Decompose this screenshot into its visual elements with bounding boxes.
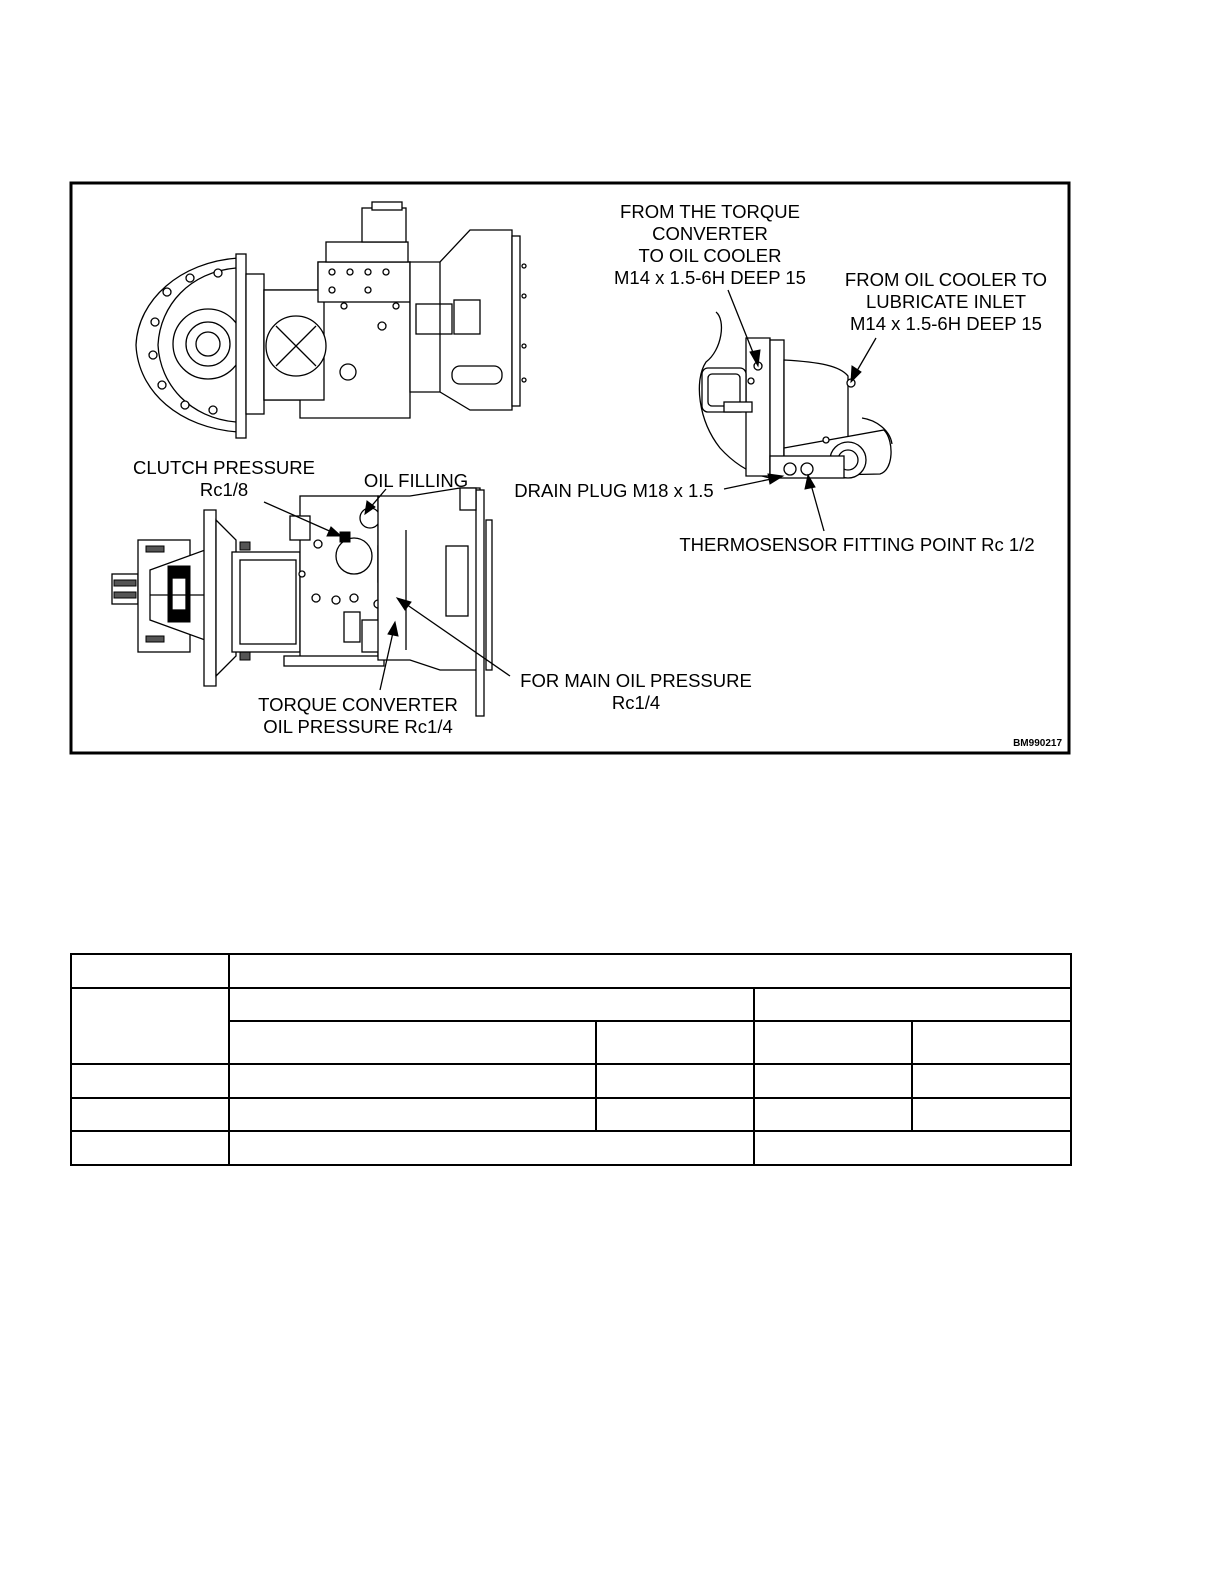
spec-table — [70, 953, 1072, 1166]
table-cell — [754, 1021, 912, 1064]
table-row — [71, 988, 1071, 1021]
label-thermosensor: THERMOSENSOR FITTING POINT Rc 1/2 — [679, 534, 1035, 555]
leader-thermosensor — [810, 481, 824, 531]
table-cell — [912, 1021, 1071, 1064]
table-cell — [229, 1098, 596, 1131]
oil-cooler-port-view — [699, 312, 892, 478]
table-row — [71, 1098, 1071, 1131]
table-row — [71, 1064, 1071, 1098]
label-line: FOR MAIN OIL PRESSURE — [520, 670, 752, 691]
label-line: TORQUE CONVERTER — [258, 694, 458, 715]
label-main-oil-pressure — [520, 670, 752, 713]
transmission-side-view — [136, 202, 526, 438]
table-cell — [229, 954, 1071, 988]
table-cell — [754, 1098, 912, 1131]
table-row — [71, 1131, 1071, 1165]
table-cell — [596, 1021, 754, 1064]
label-oil-filling: OIL FILLING — [363, 470, 469, 491]
table-cell — [754, 1064, 912, 1098]
label-line: OIL PRESSURE Rc1/4 — [263, 716, 453, 737]
table-cell — [596, 1098, 754, 1131]
label-from-torque-converter — [614, 201, 806, 288]
figure-code: BM990217 — [1013, 738, 1062, 749]
table-cell — [71, 1131, 229, 1165]
label-clutch-pressure — [133, 457, 315, 500]
leader-torque-converter-port — [728, 290, 756, 360]
leader-drain-plug — [724, 478, 776, 489]
label-torque-converter-pressure — [258, 694, 458, 737]
label-line: CLUTCH PRESSURE — [133, 457, 315, 478]
label-line: M14 x 1.5-6H DEEP 15 — [614, 267, 806, 288]
label-line: Rc1/4 — [611, 692, 661, 713]
table-cell — [229, 1064, 596, 1098]
table-cell — [71, 954, 229, 988]
table-cell — [912, 1064, 1071, 1098]
label-line: M14 x 1.5-6H DEEP 15 — [850, 313, 1042, 334]
table-cell — [71, 988, 229, 1064]
table-cell — [596, 1064, 754, 1098]
transmission-section-view — [112, 488, 492, 716]
label-from-oil-cooler — [845, 269, 1047, 334]
table-cell — [229, 1021, 596, 1064]
label-line: TO OIL COOLER — [638, 245, 782, 266]
table-cell — [71, 1064, 229, 1098]
table-cell — [754, 988, 1071, 1021]
label-drain-plug: DRAIN PLUG M18 x 1.5 — [514, 480, 714, 501]
table-cell — [754, 1131, 1071, 1165]
label-line: FROM OIL COOLER TO — [844, 269, 1048, 290]
table-cell — [912, 1098, 1071, 1131]
label-line: Rc1/8 — [199, 479, 249, 500]
table-cell — [71, 1098, 229, 1131]
label-line: CONVERTER — [652, 223, 768, 244]
label-line: LUBRICATE INLET — [865, 291, 1027, 312]
label-line: FROM THE TORQUE — [620, 201, 800, 222]
table-cell — [229, 988, 754, 1021]
table-row — [71, 954, 1071, 988]
table-cell — [229, 1131, 754, 1165]
